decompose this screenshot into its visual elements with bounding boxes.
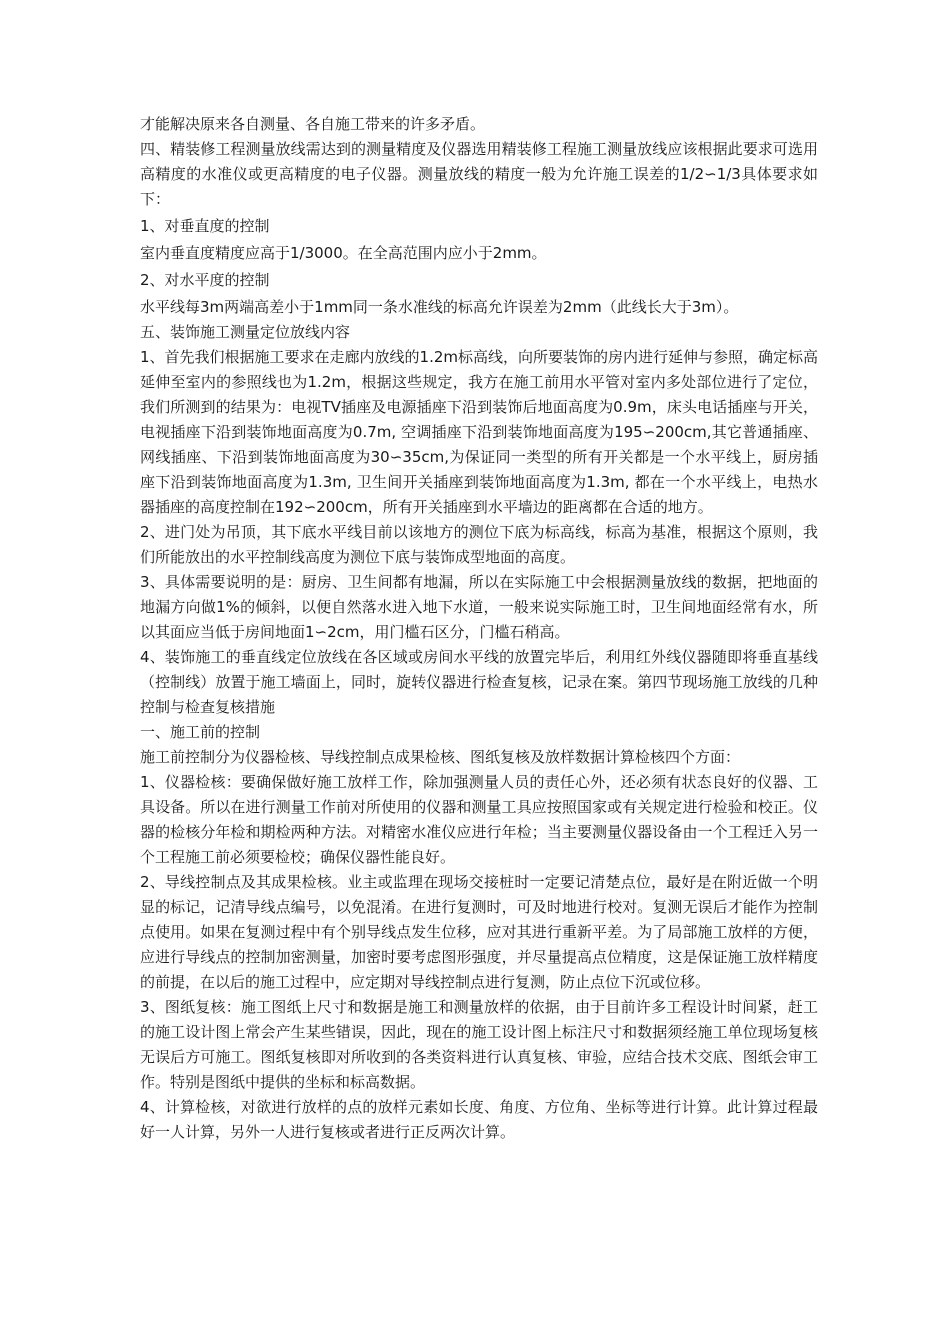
paragraph: 1、首先我们根据施工要求在走廊内放线的1.2m标高线，向所要装饰的房内进行延伸与参照，确定标高延伸至室内的参照线也为1.2m，根据这些规定，我方在施工前用水平管对室内多处部位进行了定位，我们所测到的结果为：电视TV插座及电源插座下沿到装饰后地面高度为0.9m，床头电话插座与开关，电视插座下沿到装饰地面高度为0.7m, 空调插座下沿到装饰地面高度为195∽200cm,其它普通插座、网线插座、下沿到装饰地面高度为30∽35cm,为保证同一类型的所有开关都是一个水平线上，厨房插座下沿到装饰地面高度为1.3m, 卫生间开关插座到装饰地面高度为1.3m, 都在一个水平线上，电热水器插座的高度控制在192∽200cm，所有开关插座到水平墙边的距离都在合适的地方。 [140,348,819,516]
paragraph: 水平线每3m两端高差小于1mm同一条水准线的标高允许误差为2mm（此线长大于3m）。 [140,298,739,316]
subsection-heading: 1、对垂直度的控制 [140,217,270,235]
paragraph: 3、具体需要说明的是：厨房、卫生间都有地漏，所以在实际施工中会根据测量放线的数据，把地面的地漏方向做1%的倾斜，以便自然落水进入地下水道，一般来说实际施工时，卫生间地面经常有水，所以其面应当低于房间地面1∽2cm，用门槛石区分，门槛石稍高。 [140,573,818,641]
paragraph: 3、图纸复核：施工图纸上尺寸和数据是施工和测量放样的依据，由于目前许多工程设计时间紧，赶工的施工设计图上常会产生某些错误，因此，现在的施工设计图上标注尺寸和数据须经施工单位现场复核无误后方可施工。图纸复核即对所收到的各类资料进行认真复核、审验，应结合技术交底、图纸会审工作。特别是图纸中提供的坐标和标高数据。 [140,998,818,1091]
paragraph: 2、进门处为吊顶，其下底水平线目前以该地方的测位下底为标高线，标高为基准，根据这个原则，我们所能放出的水平控制线高度为测位下底与装饰成型地面的高度。 [140,523,818,566]
paragraph: 室内垂直度精度应高于1/3000。在全高范围内应小于2mm。 [140,244,547,262]
section-heading: 五、装饰施工测量定位放线内容 [140,323,351,341]
paragraph: 才能解决原来各自测量、各自施工带来的许多矛盾。 [140,115,486,133]
paragraph: 1、仪器检核：要确保做好施工放样工作，除加强测量人员的责任心外，还必须有状态良好的仪器、工具设备。所以在进行测量工作前对所使用的仪器和测量工具应按照国家或有关规定进行检验和校正。仪器的检核分年检和期检两种方法。对精密水准仪应进行年检；当主要测量仪器设备由一个工程迁入另一个工程施工前必须要检校；确保仪器性能良好。 [140,773,818,866]
section-heading: 四、精装修工程测量放线需达到的测量精度及仪器选用精装修工程施工测量放线应该根据此要求可选用高精度的水准仪或更高精度的电子仪器。测量放线的精度一般为允许施工误差的1/2∽1/3具体要求如下： [140,140,818,208]
section-heading: 一、施工前的控制 [140,723,261,741]
paragraph: 4、装饰施工的垂直线定位放线在各区域或房间水平线的放置完毕后，利用红外线仪器随即将垂直基线（控制线）放置于施工墙面上，同时，旋转仪器进行检查复核，记录在案。第四节现场施工放线的几种控制与检查复核措施 [140,648,818,716]
paragraph: 4、计算检核，对欲进行放样的点的放样元素如长度、角度、方位角、坐标等进行计算。此计算过程最好一人计算，另外一人进行复核或者进行正反两次计算。 [140,1098,818,1141]
paragraph: 2、导线控制点及其成果检核。业主或监理在现场交接桩时一定要记清楚点位，最好是在附近做一个明显的标记，记清导线点编号，以免混淆。在进行复测时，可及时地进行校对。复测无误后才能作为控制点使用。如果在复测过程中有个别导线点发生位移，应对其进行重新平差。为了局部施工放样的方便，应进行导线点的控制加密测量，加密时要考虑图形强度，并尽量提高点位精度，这是保证施工放样精度的前提，在以后的施工过程中，应定期对导线控制点进行复测，防止点位下沉或位移。 [140,873,818,991]
paragraph: 施工前控制分为仪器检核、导线控制点成果检核、图纸复核及放样数据计算检核四个方面： [140,748,741,766]
document-body [140,112,818,1145]
subsection-heading: 2、对水平度的控制 [140,271,270,289]
